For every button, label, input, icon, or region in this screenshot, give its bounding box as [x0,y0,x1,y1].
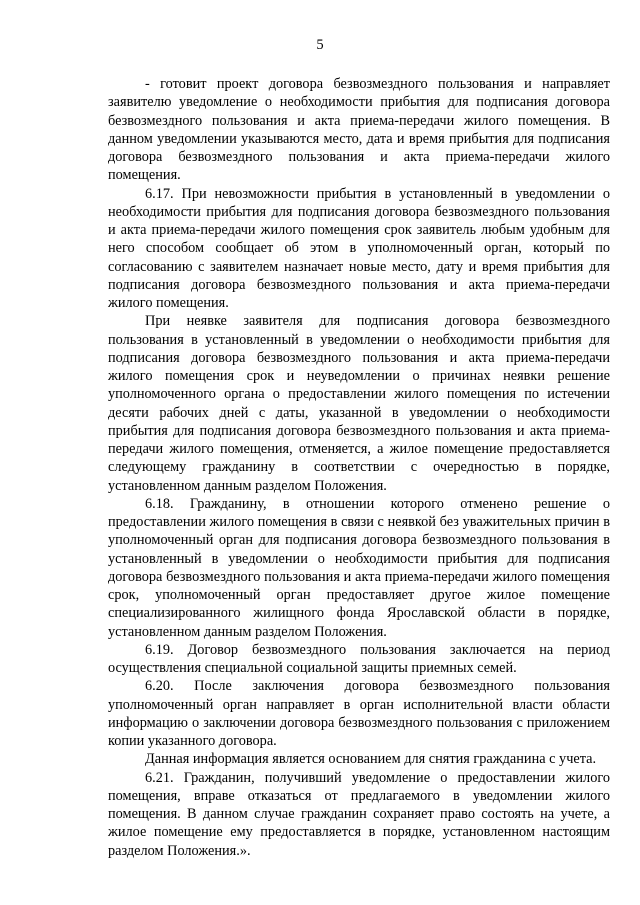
page-number: 5 [316,37,324,53]
paragraph-6-18: 6.18. Гражданину, в отношении которого отменено решение о предоставлении жилого помещения в связи с неявкой без уважительных причин в уполномоченный орган для подписания договора безвозмездного пользования в установленный в уведомлении о необходимости прибытия для подписания договора безвозмездного пользования и акта приема-передачи жилого помещения срок, уполномоченный орган предоставляет другое жилое помещение специализированного жилищного фонда Ярославской области в порядке, установленном данным разделом Положения. [108,495,610,640]
paragraph-non-appearance: При неявке заявителя для подписания договора безвозмездного пользования в установленный в уведомлении о необходимости прибытия для подписания договора безвозмездного пользования и акта приема-передачи жилого помещения срок и неуведомлении о причинах неявки решение уполномоченного органа о предоставлении жилого помещения по истечении десяти рабочих дней с даты, указанной в уведомлении о необходимости прибытия для подписания договора безвозмездного пользования и акта приема-передачи жилого помещения, отменяется, а жилое помещение предоставляется следующему гражданину в соответствии с очередностью в порядке, установленном данным разделом Положения. [108,313,610,494]
paragraph-6-19: 6.19. Договор безвозмездного пользования заключается на период осуществления специальной социальной защиты приемных семей. [108,641,610,676]
paragraph-6-17: 6.17. При невозможности прибытия в установленный в уведомлении о необходимости прибытия для подписания договора безвозмездного пользования и акта приема-передачи жилого помещения срок заявитель любым удобным для него способом сообщает об этом в уполномоченный орган, который по согласованию с заявителем назначает новые место, дату и время прибытия для подписания договора безвозмездного пользования и акта приема-передачи жилого помещения. [108,185,610,311]
document-body [108,75,610,860]
paragraph-6-20: 6.20. После заключения договора безвозмездного пользования уполномоченный орган направляет в орган исполнительной власти области информацию о заключении договора безвозмездного пользования с приложением копии указанного договора. [108,678,610,749]
paragraph-6-21: 6.21. Гражданин, получивший уведомление о предоставлении жилого помещения, вправе отказаться от предлагаемого в уведомлении жилого помещения. В данном случае гражданин сохраняет право состоять на учете, а жилое помещение ему предоставляется в порядке, установленном настоящим разделом Положения.». [108,769,610,859]
paragraph-deregistration: Данная информация является основанием для снятия гражданина с учета. [145,751,597,768]
paragraph-prepare-contract: - готовит проект договора безвозмездного пользования и направляет заявителю уведомление о необходимости прибытия для подписания договора безвозмездного пользования и акта приема-передачи жилого помещения. В данном уведомлении указываются место, дата и время прибытия для подписания договора безвозмездного пользования и акта приема-передачи жилого помещения. [108,76,610,184]
